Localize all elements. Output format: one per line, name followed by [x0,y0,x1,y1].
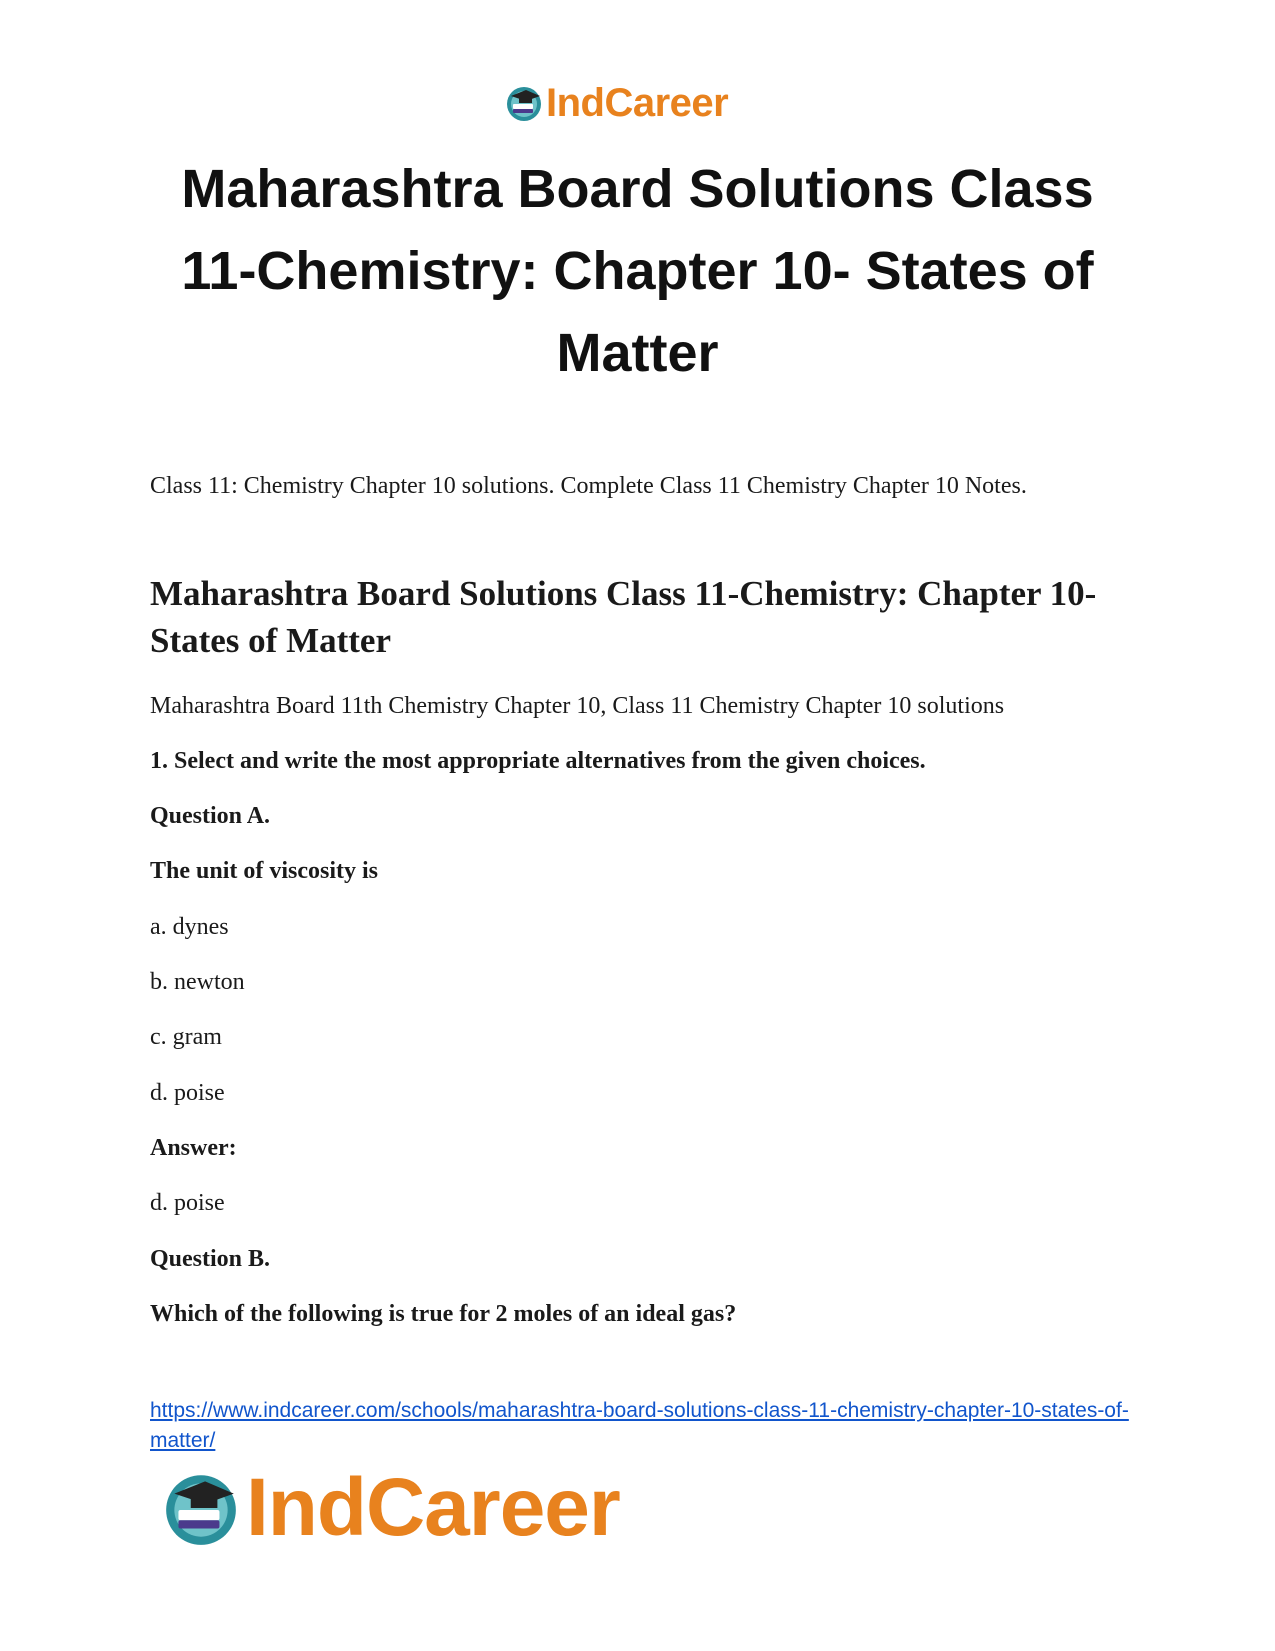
answer-value: d. poise [150,1190,225,1216]
logo-wordmark: IndCareer [246,1462,620,1553]
instruction-text: 1. Select and write the most appropriate alternatives from the given choices. [150,748,926,774]
graduation-globe-icon [160,1467,242,1549]
source-url-link[interactable]: https://www.indcareer.com/schools/maharashtra-board-solutions-class-11-chemistry-chapter-10-states-of-matter/ [150,1399,1129,1452]
indcareer-logo-bottom [160,1463,620,1553]
section-heading: Maharashtra Board Solutions Class 11-Chemistry: Chapter 10- States of Matter [150,574,1097,660]
option-d: d. poise [150,1080,225,1106]
question-a-label: Question A. [150,803,271,829]
answer-label: Answer: [150,1135,237,1161]
logo-wordmark: IndCareer [546,81,729,125]
intro-paragraph: Class 11: Chemistry Chapter 10 solutions. Complete Class 11 Chemistry Chapter 10 Notes. [150,473,1027,499]
section-subtitle: Maharashtra Board 11th Chemistry Chapter 10, Class 11 Chemistry Chapter 10 solutions [150,693,1005,719]
graduation-globe-icon [504,83,544,123]
indcareer-logo-top [504,80,728,126]
option-a: a. dynes [150,914,229,940]
option-c: c. gram [150,1024,222,1050]
question-b-label: Question B. [150,1246,271,1272]
question-b-text: Which of the following is true for 2 moles of an ideal gas? [150,1301,737,1327]
option-b: b. newton [150,969,245,995]
page-title: Maharashtra Board Solutions Class 11-Chemistry: Chapter 10- States of Matter [181,159,1094,383]
question-a-text: The unit of viscosity is [150,858,379,884]
